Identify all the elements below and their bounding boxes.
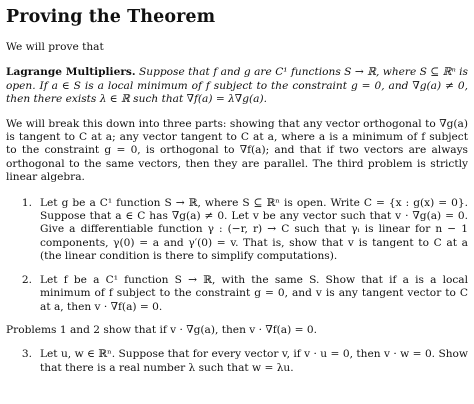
problem-list (6, 197, 468, 314)
problem-number: 1. (21, 196, 32, 209)
connector-text: Problems 1 and 2 show that if v · ∇g(a), then v · ∇f(a) = 0. (6, 323, 317, 336)
problem-text: Let f be a C¹ function S → ℝ, with the same S. Show that if a is a local minimum of f subject to the constraint g = 0, and v is any tangent vector to C at a, then v · ∇f(a) = 0. (40, 273, 468, 313)
proof-plan-paragraph: We will break this down into three parts: showing that any vector orthogonal to ∇g(a) is tangent to C at a; any vector tangent to C at a, where a is a minimum of f subject to the constraint g = 0, is orthogonal to ∇f(a); and that if two vectors are always orthogonal to the same vectors, then they are parallel. The third problem is strictly linear algebra. (6, 117, 468, 184)
theorem-body: Suppose that f and g are C¹ functions S → ℝ, where S ⊆ ℝⁿ is open. If a ∈ S is a local minimum of f subject to the constraint g = 0, and ∇g(a) ≠ 0, then there exists λ ∈ ℝ such that ∇f(a) = λ∇g(a). (6, 66, 468, 106)
problem-number: 3. (21, 348, 32, 361)
problem-list-continued (6, 348, 468, 375)
problem-item (6, 197, 468, 264)
problem-item (6, 274, 468, 314)
problem-number: 2. (21, 273, 32, 286)
theorem-statement (6, 66, 468, 106)
intro-text: We will prove that (6, 41, 104, 53)
theorem-heading: Lagrange Multipliers. (6, 66, 136, 79)
problem-text: Let g be a C¹ function S → ℝ, where S ⊆ ℝⁿ is open. Write C = {x : g(x) = 0}. Suppose that a ∈ C has ∇g(a) ≠ 0. Let v be any vector such that v · ∇g(a) = 0. Give a differentiable function γ : (−r, r) → C such that γᵢ is linear for n − 1 components, γ(0) = a and γ′(0) = v. That is, show that v is tangent to C at a (the linear condition is there to simplify computations). (40, 196, 468, 263)
page-title: Proving the Theorem (6, 7, 216, 27)
problem-item (6, 348, 468, 375)
problem-text: Let u, w ∈ ℝⁿ. Suppose that for every vector v, if v · u = 0, then v · w = 0. Show that there is a real number λ such that w = λu. (40, 348, 468, 374)
